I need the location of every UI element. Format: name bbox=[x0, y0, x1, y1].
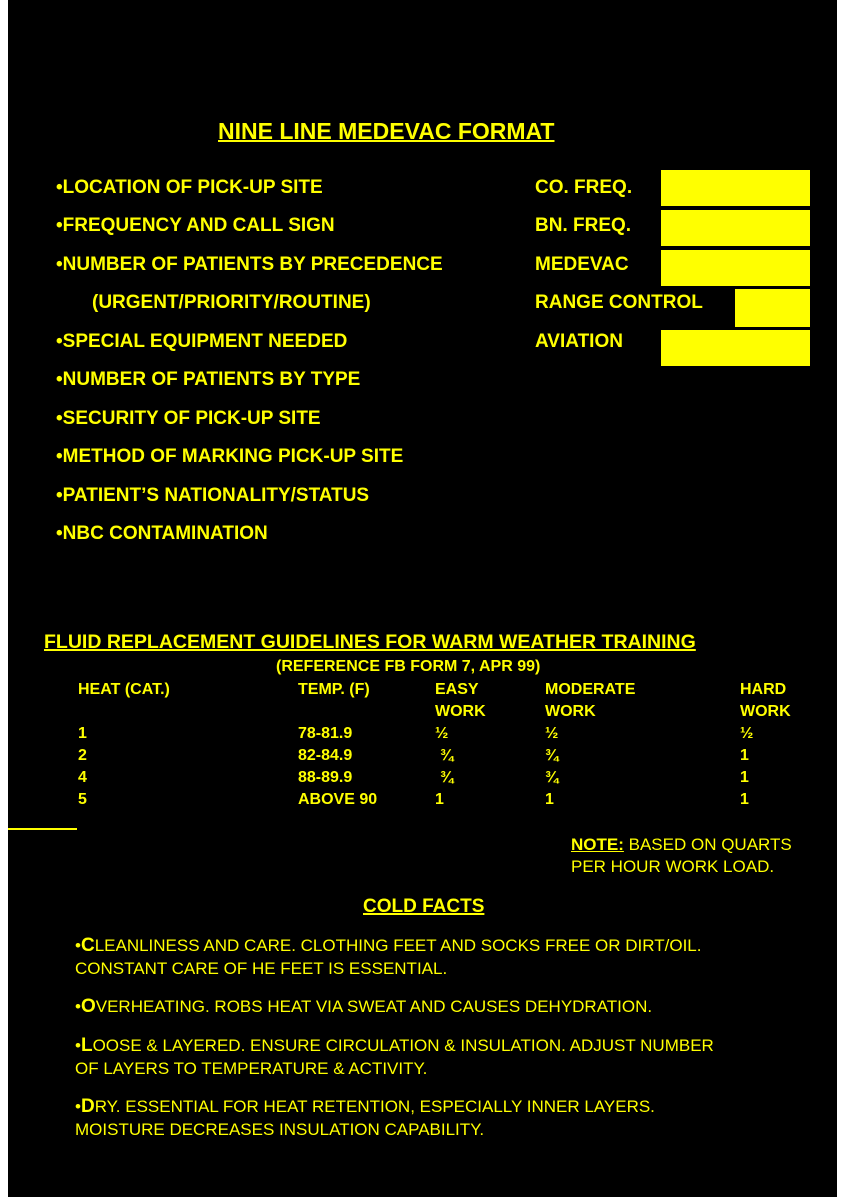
bn-freq-field[interactable] bbox=[661, 210, 810, 246]
nine-line-item: •LOCATION OF PICK-UP SITE bbox=[56, 177, 323, 198]
medevac-field[interactable] bbox=[661, 250, 810, 286]
nine-line-item: •METHOD OF MARKING PICK-UP SITE bbox=[56, 446, 404, 467]
medevac-label: MEDEVAC bbox=[535, 254, 629, 275]
document-page bbox=[8, 0, 837, 1197]
range-control-label: RANGE CONTROL bbox=[535, 292, 703, 313]
cold-fact-item: •LOOSE & LAYERED. ENSURE CIRCULATION & INSULATION. ADJUST NUMBER OF LAYERS TO TEMPERATURE & ACTIVITY. bbox=[75, 1035, 714, 1078]
range-control-field[interactable] bbox=[735, 289, 810, 327]
note-text-1: BASED ON QUARTS bbox=[623, 835, 792, 854]
nine-line-item-subtext: (URGENT/PRIORITY/ROUTINE) bbox=[92, 292, 371, 313]
table-cell: ½ bbox=[435, 725, 449, 742]
table-cell: 4 bbox=[78, 769, 87, 786]
nine-line-item: •PATIENT’S NATIONALITY/STATUS bbox=[56, 485, 370, 506]
note-label: NOTE: bbox=[571, 835, 624, 854]
cold-fact-item: •DRY. ESSENTIAL FOR HEAT RETENTION, ESPECIALLY INNER LAYERS. MOISTURE DECREASES INSULATION CAPABILITY. bbox=[75, 1096, 655, 1139]
table-cell: 1 bbox=[740, 769, 749, 786]
table-cell: 1 bbox=[545, 791, 554, 808]
note bbox=[571, 834, 792, 856]
table-cell: 88-89.9 bbox=[298, 769, 353, 786]
fluid-reference: (REFERENCE FB FORM 7, APR 99) bbox=[276, 658, 541, 675]
table-cell: ¾ bbox=[440, 747, 454, 764]
table-cell: 78-81.9 bbox=[298, 725, 353, 742]
header-heat: HEAT (CAT.) bbox=[78, 681, 170, 698]
co-freq-label: CO. FREQ. bbox=[535, 177, 633, 198]
note-text-2: PER HOUR WORK LOAD. bbox=[571, 857, 775, 876]
table-cell: 1 bbox=[740, 747, 749, 764]
header-temp: TEMP. (F) bbox=[298, 681, 370, 698]
nine-line-item: •NUMBER OF PATIENTS BY TYPE bbox=[56, 369, 361, 390]
table-cell: ¾ bbox=[440, 769, 454, 786]
header-easy-work: WORK bbox=[435, 703, 486, 720]
table-cell: ¾ bbox=[545, 769, 559, 786]
bn-freq-label: BN. FREQ. bbox=[535, 215, 632, 236]
cold-fact-item: •OVERHEATING. ROBS HEAT VIA SWEAT AND CAUSES DEHYDRATION. bbox=[75, 996, 653, 1017]
table-cell: 5 bbox=[78, 791, 87, 808]
header-moderate-work: WORK bbox=[545, 703, 596, 720]
co-freq-field[interactable] bbox=[661, 170, 810, 206]
aviation-field[interactable] bbox=[661, 330, 810, 366]
table-cell: ½ bbox=[545, 725, 559, 742]
nine-line-item: •SPECIAL EQUIPMENT NEEDED bbox=[56, 331, 348, 352]
nine-line-title: NINE LINE MEDEVAC FORMAT bbox=[218, 118, 555, 144]
table-cell: 1 bbox=[435, 791, 444, 808]
table-cell: ¾ bbox=[545, 747, 559, 764]
divider-line bbox=[8, 828, 77, 830]
header-hard: HARD bbox=[740, 681, 787, 698]
table-cell: ½ bbox=[740, 725, 754, 742]
nine-line-item: •FREQUENCY AND CALL SIGN bbox=[56, 215, 335, 236]
table-cell: ABOVE 90 bbox=[298, 791, 378, 808]
header-easy: EASY bbox=[435, 681, 479, 698]
aviation-label: AVIATION bbox=[535, 331, 623, 352]
table-cell: 1 bbox=[740, 791, 749, 808]
table-cell: 82-84.9 bbox=[298, 747, 353, 764]
cold-facts-title: COLD FACTS bbox=[363, 896, 485, 917]
table-cell: 2 bbox=[78, 747, 87, 764]
header-moderate: MODERATE bbox=[545, 681, 636, 698]
fluid-guidelines-title: FLUID REPLACEMENT GUIDELINES FOR WARM WEATHER TRAINING bbox=[44, 631, 696, 653]
nine-line-item: •SECURITY OF PICK-UP SITE bbox=[56, 408, 321, 429]
cold-fact-item: •CLEANLINESS AND CARE. CLOTHING FEET AND SOCKS FREE OR DIRT/OIL. CONSTANT CARE OF HE FEET IS ESSENTIAL. bbox=[75, 935, 702, 978]
nine-line-item: •NUMBER OF PATIENTS BY PRECEDENCE bbox=[56, 254, 443, 275]
nine-line-item: •NBC CONTAMINATION bbox=[56, 523, 268, 544]
table-cell: 1 bbox=[78, 725, 87, 742]
header-hard-work: WORK bbox=[740, 703, 791, 720]
